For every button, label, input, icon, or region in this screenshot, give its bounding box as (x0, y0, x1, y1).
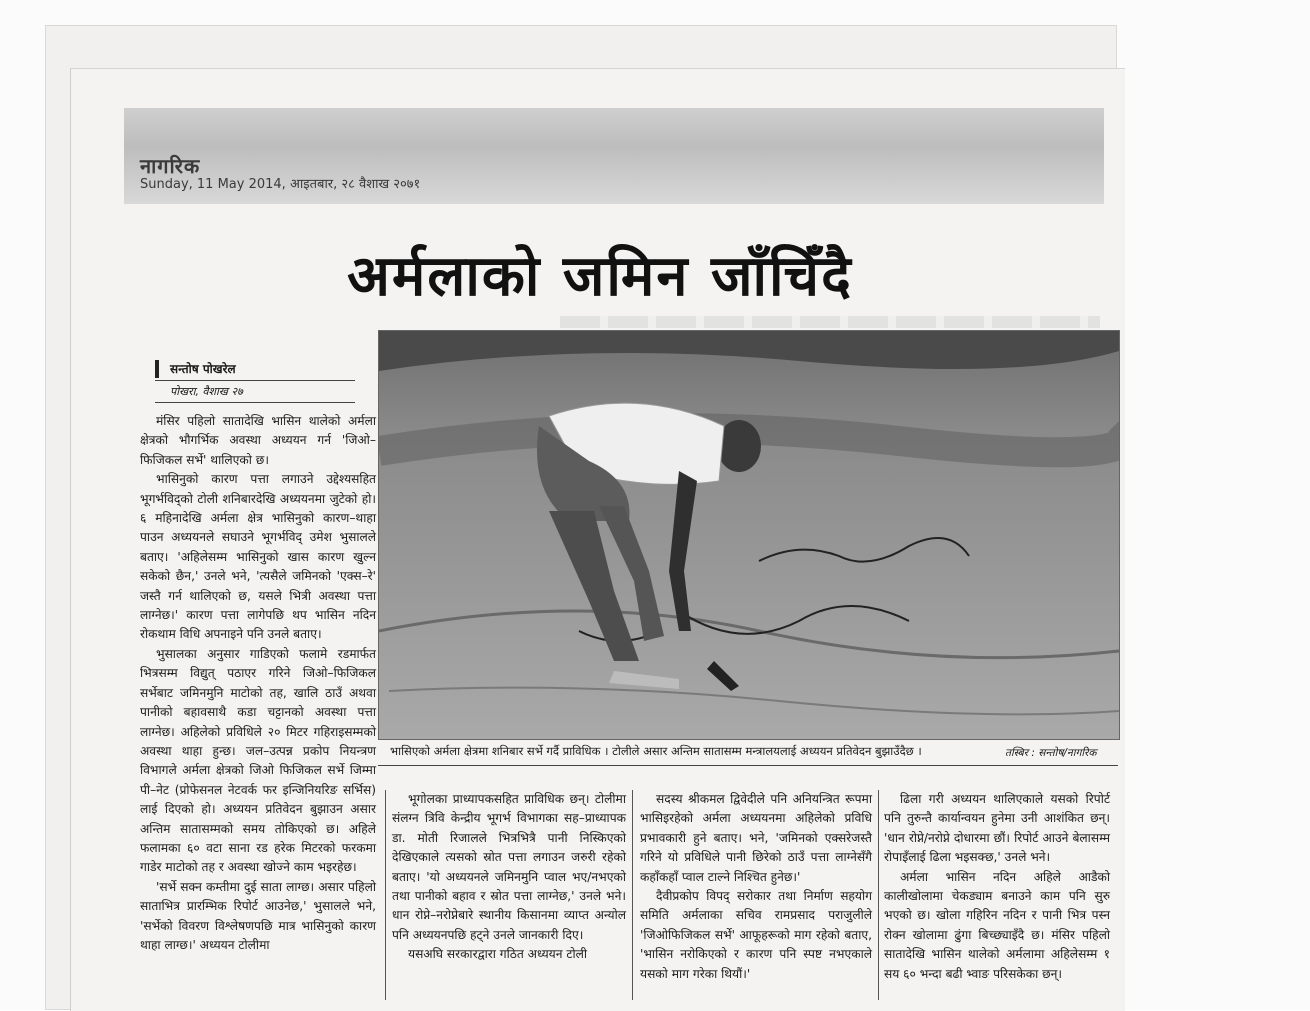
column-divider (878, 790, 879, 1000)
paragraph: भुसालका अनुसार गाडिएको फलामे रडमार्फत भित्रसम्म विद्युत् पठाएर गरिने जिओ–फिजिकल सर्भेबाट जमिनमुनि माटोको तह, खालि ठाउँ अथवा पानीको बहावसाथै कडा चट्टानको अवस्था पत्ता लाग्नेछ। अहिलेको प्रविधिले २० मिटर गहिराइसम्मको अवस्था थाहा हुन्छ। जल–उत्पन्न प्रकोप नियन्त्रण विभागले अर्मला क्षेत्रको जिओ फिजिकल सर्भे जिम्मा पी–नेट (प्रोफेसनल नेटवर्क फर इन्जिनियरिङ सर्भिस) लाई दिएको हो। अध्ययन प्रतिवेदन बुझाउन असार अन्तिम सातासम्मको समय तोकिएको छ। अहिले फलामका ६० वटा साना रड हरेक मिटरको फरकमा गाडेर माटोको तह र अवस्था खोज्ने काम भइरहेछ। (140, 646, 376, 875)
column-divider (632, 790, 633, 1000)
caption-divider (378, 765, 1118, 766)
dateline: Sunday, 11 May 2014, आइतबार, २८ वैशाख २०७१ (140, 177, 421, 192)
photo-caption: भासिएको अर्मला क्षेत्रमा शनिबार सर्भे गर्दै प्राविधिक । टोलीले असार अन्तिम सातासम्म मन्त्रालयलाई अध्ययन प्रतिवेदन बुझाउँदैछ । (390, 744, 922, 758)
paragraph: सदस्य श्रीकमल द्विवेदीले पनि अनियन्त्रित रूपमा भासिइरहेको अर्मला अध्ययनमा अहिलेको प्रविधि प्रभावकारी हुने बताए। भने, 'जमिनको एक्सरेजस्तै गरिने यो प्रविधिले पानी छिरेको ठाउँ पत्ता लाग्नेसँगै कहाँकहाँ प्वाल टाल्ने निश्चित हुनेछ।' (640, 792, 872, 884)
paragraph: 'सर्भे सक्न कम्तीमा दुई साता लाग्छ। असार पहिलो साताभित्र प्रारम्भिक रिपोर्ट आउनेछ,' भुसालले भने, 'सर्भेको विवरण विश्लेषणपछि मात्र भासिनुको कारण थाहा लाग्छ।' अध्ययन टोलीमा (140, 879, 376, 952)
paragraph: अर्मला भासिन नदिन अहिले आडैको कालीखोलामा चेकड्याम बनाउने काम पनि सुरु भएको छ। खोला गहिरिन नदिन र पानी भित्र पस्न रोक्न खोलामा ढुंगा बिच्छ्याइँदै छ। मंसिर पहिलो सातादेखि भासिन थालेको अर्मलामा अहिलेसम्म १ सय ६० भन्दा बढी भ्वाङ परिसकेका छन्। (884, 869, 1110, 981)
byline-divider (155, 380, 355, 381)
article-column-1 (140, 412, 376, 955)
paragraph: यसअघि सरकारद्वारा गठित अध्ययन टोली (408, 947, 588, 962)
byline-marker (155, 360, 159, 378)
placeline-divider (155, 402, 355, 403)
article-column-2 (392, 790, 626, 965)
survey-photo-illustration (379, 331, 1119, 739)
paragraph: दैवीप्रकोप विपद् सरोकार तथा निर्माण सहयोग समिति अर्मलाका सचिव रामप्रसाद पराजुलीले 'जिओफिजिकल सर्भे' आफूहरूको माग रहेको बताए, 'भासिन नरोकिएको र कारण पनि स्पष्ट नभएकाले यसको माग गरेका थियौं।' (640, 889, 872, 981)
paragraph: ढिला गरी अध्ययन थालिएकाले यसको रिपोर्ट पनि तुरुन्तै कार्यान्वयन हुनेमा उनी आशंकित छन्। 'धान रोप्ने/नरोप्ने दोधारमा छौं। रिपोर्ट आउने बेलासम्म रोपाइँलाई ढिला भइसक्छ,' उनले भने। (884, 792, 1110, 865)
placeline: पोखरा, वैशाख २७ (170, 385, 243, 398)
byline: सन्तोष पोखरेल (170, 362, 236, 376)
paragraph: भासिनुको कारण पत्ता लगाउने उद्देश्यसहित भूगर्भविद्को टोली शनिबारदेखि अध्ययनमा जुटेको हो। ६ महिनादेखि अर्मला क्षेत्र भासिनुको कारण–थाहा पाउन अध्ययनले सघाउने भूगर्भविद् उमेश भुसालले बताए। 'अहिलेसम्म भासिनुको खास कारण खुल्न सकेको छैन,' उनले भने, 'त्यसैले जमिनको 'एक्स–रे' जस्तै गर्न थालिएको छ, यसले भित्री अवस्था पत्ता लाग्नेछ।' कारण पत्ता लागेपछि थप भासिन नदिन रोकथाम विधि अपनाइने पनि उनले बताए। (140, 472, 376, 642)
article-column-4 (884, 790, 1110, 984)
headline: अर्मलाको जमिन जाँचिँदै (347, 244, 853, 309)
photo-credit: तस्बिर : सन्तोष/नागरिक (1005, 747, 1097, 759)
paragraph: मंसिर पहिलो सातादेखि भासिन थालेको अर्मला क्षेत्रको भौगर्भिक अवस्था अध्ययन गर्न 'जिओ–फिजिकल सर्भे' थालिएको छ। (140, 414, 376, 467)
bleed-through-text (560, 316, 1100, 328)
paragraph: भूगोलका प्राध्यापकसहित प्राविधिक छन्। टोलीमा संलग्न त्रिवि केन्द्रीय भूगर्भ विभागका सह–प्राध्यापक डा. मोती रिजालले भित्रभित्रै पानी निस्किएको देखिएकाले त्यसको स्रोत पत्ता लगाउन जरुरी रहेको बताए। 'यो अध्ययनले जमिनमुनि प्वाल भए/नभएको तथा पानीको बहाव र स्रोत पत्ता लाग्नेछ,' उनले भने। धान रोप्ने–नरोप्नेबारे स्थानीय किसानमा व्याप्त अन्योल पनि अध्ययनपछि हट्ने उनले जानकारी दिए। (392, 792, 626, 942)
column-divider (385, 790, 386, 1000)
masthead: नागरिक (140, 154, 201, 178)
article-column-3 (640, 790, 872, 984)
article-photo (378, 330, 1120, 740)
